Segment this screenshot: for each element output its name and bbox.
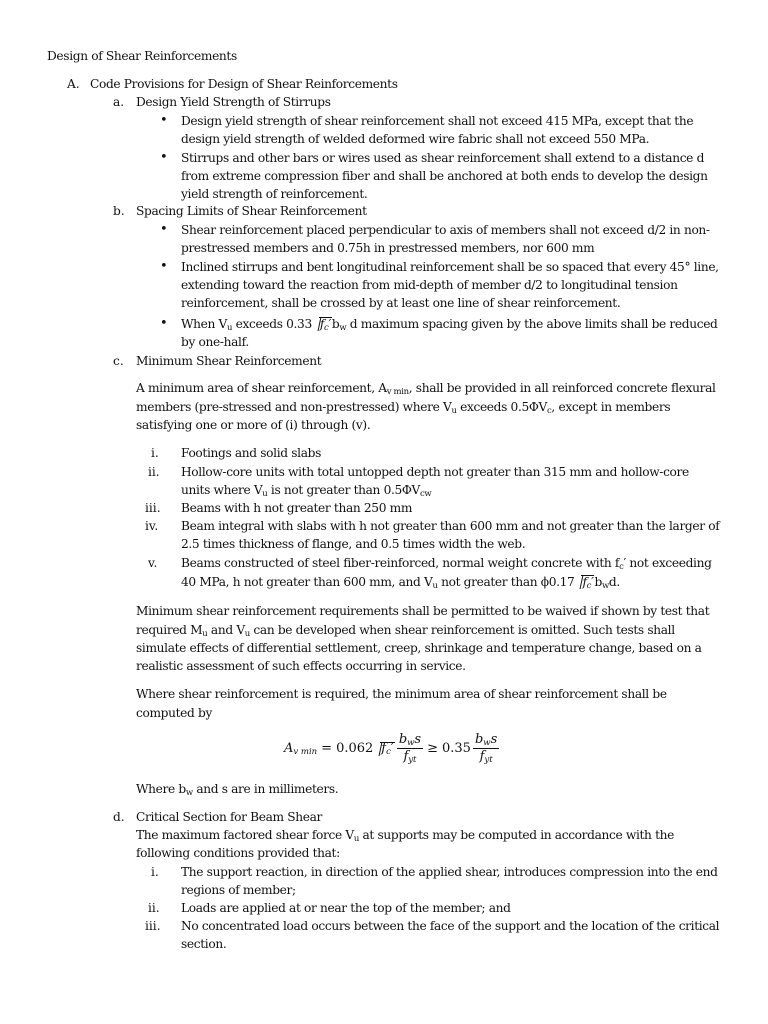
document-title: Design of Shear Reinforcements (47, 49, 237, 63)
paragraph-line: prestressed members and 0.75h in prestressed members, nor 600 mm (181, 241, 595, 255)
list-marker: v. (148, 556, 158, 570)
sub-a-heading: Design Yield Strength of Stirrups (136, 95, 331, 109)
list-item-continued: section. (181, 937, 227, 951)
list-item: Beams with h not greater than 250 mm (181, 501, 413, 515)
bullet-icon: • (160, 316, 168, 331)
section-a-heading: Code Provisions for Design of Shear Reinforcements (90, 77, 398, 91)
paragraph-line-with-formula: When $V_u$ exceeds 0.33 $f_c'b_w$ d maximum spacing given by the above limits shall be reduced (181, 317, 718, 333)
fraction: $\frac{b_ws}{f_{yt}}$ (474, 731, 498, 765)
list-marker: iv. (145, 519, 159, 533)
paragraph-line: simulate effects of differential settlement, creep, shrinkage and temperature change, based on a (136, 641, 702, 655)
square-root-symbol: $f_c'$ (312, 316, 332, 332)
list-item-continued: units where $V_u$ is not greater than $0.5\Phi V_{cw}$ (181, 483, 432, 499)
list-item: No concentrated load occurs between the face of the support and the location of the critical (181, 919, 720, 933)
sub-c-marker: c. (113, 354, 124, 368)
paragraph-line: from extreme compression fiber and shall be anchored at both ends to develop the design (181, 169, 708, 183)
list-item: Footings and solid slabs (181, 446, 321, 460)
list-item-continued: regions of member; (181, 883, 296, 897)
list-marker: iii. (145, 501, 161, 515)
paragraph-line: by one-half. (181, 335, 249, 349)
paragraph-line: realistic assessment of such effects occurring in service. (136, 659, 466, 673)
list-marker: i. (151, 446, 159, 460)
paragraph-line: required $M_u$ and $V_u$ can be developed when shear reinforcement is omitted. Such tests shall (136, 623, 675, 639)
list-item: Hollow-core units with total untopped depth not greater than 315 mm and hollow-core (181, 465, 689, 479)
square-root-symbol: $f_c'$ (574, 574, 594, 590)
section-a-marker: A. (67, 77, 80, 91)
list-item-continued: 2.5 times thickness of flange, and 0.5 times width the web. (181, 537, 526, 551)
square-root-symbol: $f_c'$ (373, 741, 395, 756)
paragraph-line: satisfying one or more of (i) through (v). (136, 418, 371, 432)
minimum-shear-area-equation: $A_{v min}$ = 0.062 $f_c'$ $\frac{b_ws}{f_{yt}}$ ≥ 0.35 $\frac{b_ws}{f_{yt}}$ (284, 731, 498, 765)
sub-d-marker: d. (113, 810, 125, 824)
paragraph-line: design yield strength of welded deformed wire fabric shall not exceed 550 MPa. (181, 132, 650, 146)
list-item: Beam integral with slabs with h not greater than 600 mm and not greater than the larger of (181, 519, 720, 533)
sub-c-heading: Minimum Shear Reinforcement (136, 354, 322, 368)
bullet-icon: • (160, 150, 168, 165)
paragraph-line: following conditions provided that: (136, 846, 340, 860)
fraction: $\frac{b_ws}{f_{yt}}$ (398, 731, 422, 765)
paragraph-line: extending toward the reaction from mid-depth of member d/2 to longitudinal tension (181, 278, 678, 292)
paragraph-line: computed by (136, 706, 212, 720)
list-marker: ii. (148, 465, 160, 479)
sub-a-marker: a. (113, 95, 125, 109)
bullet-icon: • (160, 259, 168, 274)
list-marker: i. (151, 865, 159, 879)
sub-b-marker: b. (113, 204, 125, 218)
bullet-icon: • (160, 222, 168, 237)
paragraph-line: Inclined stirrups and bent longitudinal reinforcement shall be so spaced that every 45° line, (181, 260, 719, 274)
paragraph-line: Shear reinforcement placed perpendicular to axis of members shall not exceed d/2 in non- (181, 223, 710, 237)
paragraph-line: The maximum factored shear force $V_u$ at supports may be computed in accordance with the (136, 828, 674, 844)
list-marker: iii. (145, 919, 161, 933)
list-marker: ii. (148, 901, 160, 915)
paragraph-line: Design yield strength of shear reinforcement shall not exceed 415 MPa, except that the (181, 114, 694, 128)
bullet-icon: • (160, 113, 168, 128)
paragraph-line: Stirrups and other bars or wires used as shear reinforcement shall extend to a distance d (181, 151, 705, 165)
paragraph-line: Where $b_w$ and s are in millimeters. (136, 782, 339, 798)
paragraph-line: Where shear reinforcement is required, the minimum area of shear reinforcement shall be (136, 687, 667, 701)
paragraph-line: members (pre-stressed and non-prestressed) where $V_u$ exceeds $0.5\Phi V_c$, except in members (136, 400, 671, 416)
paragraph-line: A minimum area of shear reinforcement, $A_{v min}$, shall be provided in all reinforced concrete flexural (136, 381, 716, 397)
list-item: The support reaction, in direction of the applied shear, introduces compression into the end (181, 865, 718, 879)
sub-b-heading: Spacing Limits of Shear Reinforcement (136, 204, 367, 218)
list-item: Loads are applied at or near the top of the member; and (181, 901, 511, 915)
sub-d-heading: Critical Section for Beam Shear (136, 810, 323, 824)
list-item: Beams constructed of steel fiber-reinforced, normal weight concrete with $f_c'$ not exceeding (181, 556, 712, 572)
list-item-continued: 40 MPa, h not greater than 600 mm, and $V_u$ not greater than ϕ0.17 $f_c'b_wd$. (181, 575, 620, 591)
paragraph-line: yield strength of reinforcement. (181, 187, 368, 201)
paragraph-line: reinforcement, shall be crossed by at least one line of shear reinforcement. (181, 296, 621, 310)
paragraph-line: Minimum shear reinforcement requirements shall be permitted to be waived if shown by test that (136, 604, 710, 618)
